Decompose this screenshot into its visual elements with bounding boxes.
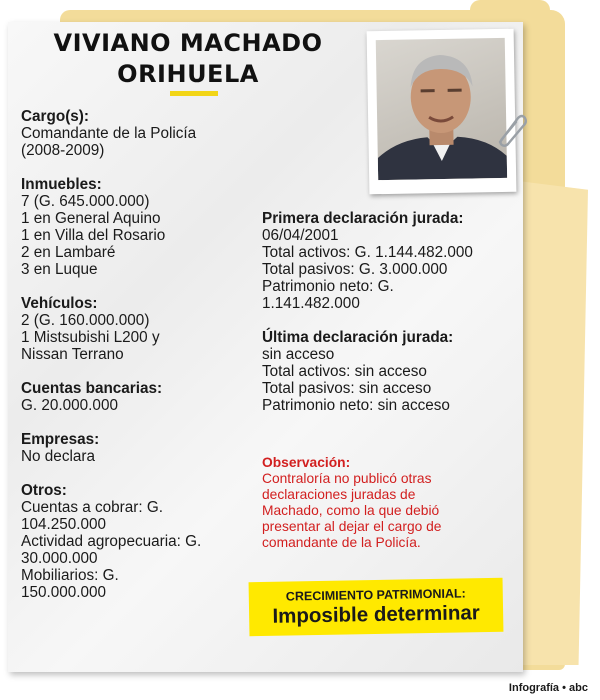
section-line: Actividad agropecuaria: G. [21, 533, 202, 550]
section-heading: Primera declaración jurada: [262, 210, 464, 227]
banner-subtitle: CRECIMIENTO PATRIMONIAL: [285, 586, 466, 604]
section-line: Nissan Terrano [21, 346, 124, 363]
section-heading: Cargo(s): [21, 108, 89, 125]
section-heading: Otros: [21, 482, 67, 499]
observation-line: Contraloría no publicó otras [262, 471, 432, 486]
section-line: 104.250.000 [21, 516, 107, 533]
observation-line: presentar al dejar el cargo de [262, 519, 442, 534]
section-vehiculos [21, 295, 256, 363]
section-heading: Última declaración jurada: [262, 329, 454, 346]
section-line: Mobiliarios: G. [21, 567, 119, 584]
section-heading: Empresas: [21, 431, 100, 448]
growth-banner [249, 578, 504, 636]
section-empresas [21, 431, 256, 465]
section-line: No declara [21, 448, 95, 465]
section-line: G. 20.000.000 [21, 397, 118, 414]
observation-line: declaraciones juradas de [262, 487, 416, 502]
left-column [21, 108, 256, 618]
observation-box [262, 455, 482, 551]
section-line: Total activos: sin acceso [262, 363, 427, 380]
right-column [262, 210, 522, 431]
footer-separator: • [562, 682, 566, 694]
section-line: Cuentas a cobrar: G. [21, 499, 163, 516]
title-line-1: VIVIANO MACHADO [53, 29, 323, 57]
footer-credit [509, 681, 588, 695]
paperclip-icon [494, 112, 528, 148]
section-line: Total pasivos: G. 3.000.000 [262, 261, 448, 278]
section-heading: Vehículos: [21, 295, 98, 312]
section-line: Patrimonio neto: sin acceso [262, 397, 450, 414]
section-line: 06/04/2001 [262, 227, 339, 244]
section-line: 1 en General Aquino [21, 210, 161, 227]
title-line-2: ORIHUELA [117, 60, 259, 88]
page-title [8, 28, 368, 90]
section-line: 1.141.482.000 [262, 295, 360, 312]
section-line: Patrimonio neto: G. [262, 278, 394, 295]
observation-line: comandante de la Policía. [262, 535, 421, 550]
title-underline [170, 91, 218, 96]
section-line: 30.000.000 [21, 550, 98, 567]
section-line: 1 Mistsubishi L200 y [21, 329, 160, 346]
section-line: 2 (G. 160.000.000) [21, 312, 150, 329]
section-line: 7 (G. 645.000.000) [21, 193, 150, 210]
section-line: 150.000.000 [21, 584, 107, 601]
observation-heading: Observación: [262, 455, 351, 470]
section-otros [21, 482, 256, 601]
observation-line: Machado, como la que debió [262, 503, 440, 518]
section-ultima-declaracion [262, 329, 522, 414]
section-inmuebles [21, 176, 256, 278]
section-line: Total pasivos: sin acceso [262, 380, 432, 397]
portrait-illustration [376, 38, 507, 180]
section-line: Total activos: G. 1.144.482.000 [262, 244, 473, 261]
section-heading: Cuentas bancarias: [21, 380, 163, 397]
section-cuentas-bancarias [21, 380, 256, 414]
portrait-image [376, 38, 507, 180]
section-line: 3 en Luque [21, 261, 98, 278]
section-line: 1 en Villa del Rosario [21, 227, 166, 244]
section-line: (2008-2009) [21, 142, 105, 159]
section-line: 2 en Lambaré [21, 244, 116, 261]
section-cargo [21, 108, 256, 159]
section-line: sin acceso [262, 346, 335, 363]
banner-title: Imposible determinar [272, 601, 480, 628]
section-primera-declaracion [262, 210, 522, 312]
brand-logo: abc [569, 682, 588, 694]
section-line: Comandante de la Policía [21, 125, 197, 142]
section-heading: Inmuebles: [21, 176, 102, 193]
footer-label: Infografía [508, 682, 560, 694]
